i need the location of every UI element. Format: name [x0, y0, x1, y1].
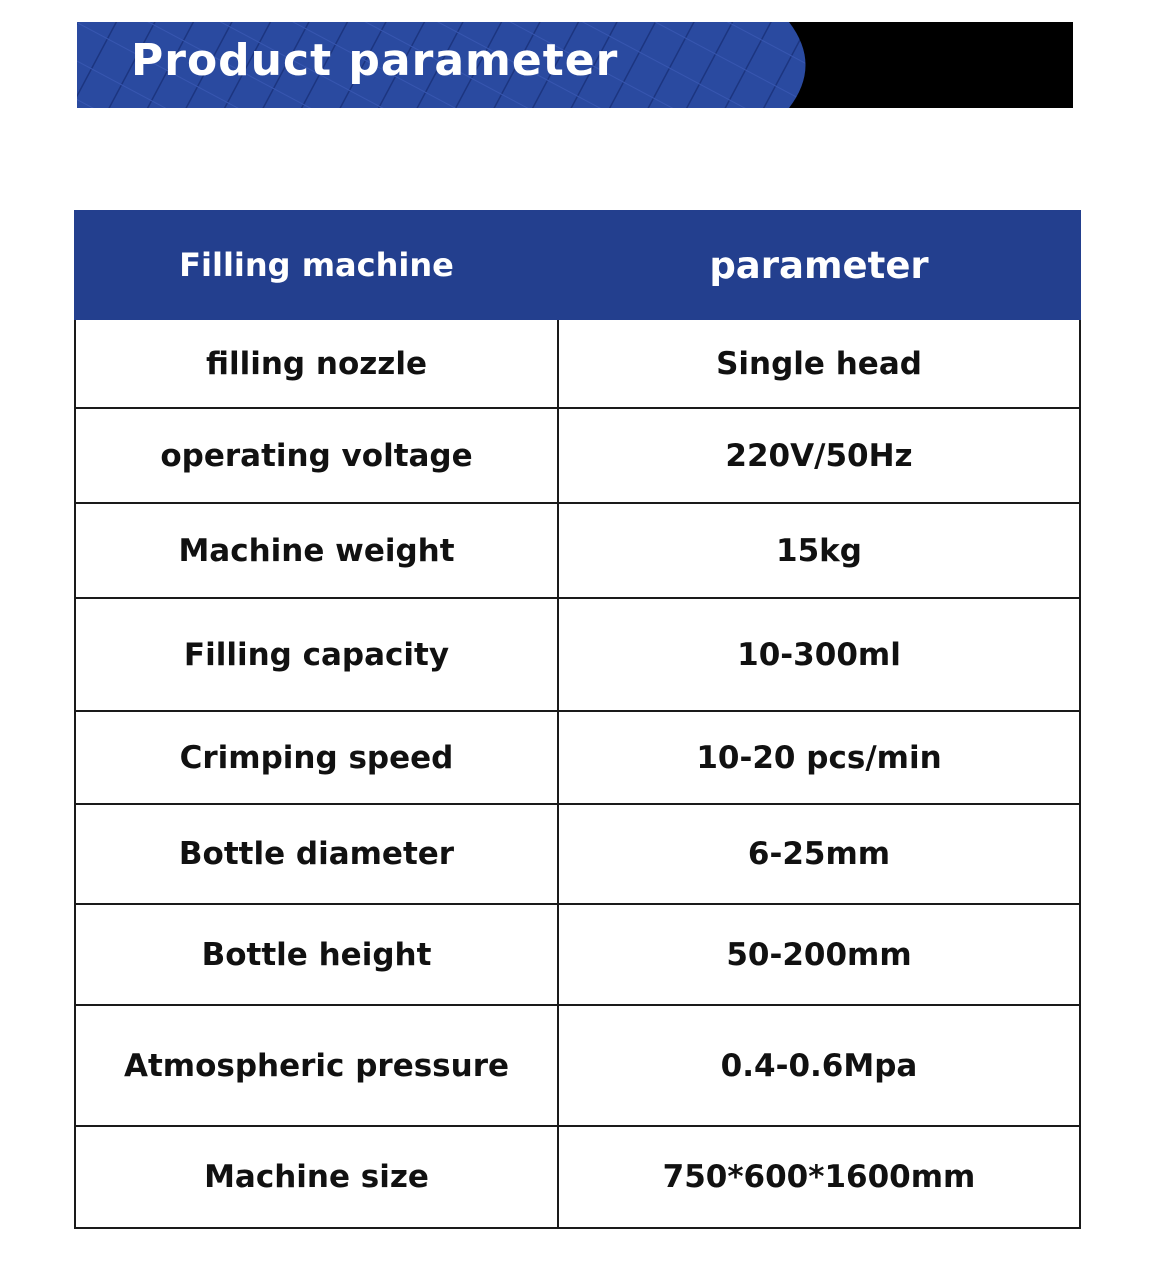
row-value: 15kg: [558, 503, 1080, 598]
row-label: Machine weight: [75, 503, 558, 598]
row-value: 10-20 pcs/min: [558, 711, 1080, 804]
table-row: [75, 408, 1080, 503]
table-row: [75, 711, 1080, 804]
header-banner: [77, 22, 1073, 108]
row-value: 0.4-0.6Mpa: [558, 1005, 1080, 1126]
column-header-parameter: parameter: [558, 211, 1080, 319]
row-label: Bottle diameter: [75, 804, 558, 904]
table-row: [75, 319, 1080, 408]
row-label: filling nozzle: [75, 319, 558, 408]
column-header-machine: Filling machine: [75, 211, 558, 319]
row-label: Bottle height: [75, 904, 558, 1005]
row-value: Single head: [558, 319, 1080, 408]
table-row: [75, 904, 1080, 1005]
table-row: [75, 1126, 1080, 1228]
page-title: Product parameter: [131, 35, 619, 86]
table-row: [75, 804, 1080, 904]
row-value: 220V/50Hz: [558, 408, 1080, 503]
row-label: Machine size: [75, 1126, 558, 1228]
row-value: 750*600*1600mm: [558, 1126, 1080, 1228]
table-row: [75, 503, 1080, 598]
table-row: [75, 598, 1080, 711]
parameter-table: [74, 210, 1081, 1229]
table-row: [75, 1005, 1080, 1126]
row-label: Filling capacity: [75, 598, 558, 711]
row-value: 10-300ml: [558, 598, 1080, 711]
table-header-row: [75, 211, 1080, 319]
row-label: Atmospheric pressure: [75, 1005, 558, 1126]
row-label: Crimping speed: [75, 711, 558, 804]
row-value: 50-200mm: [558, 904, 1080, 1005]
row-label: operating voltage: [75, 408, 558, 503]
row-value: 6-25mm: [558, 804, 1080, 904]
